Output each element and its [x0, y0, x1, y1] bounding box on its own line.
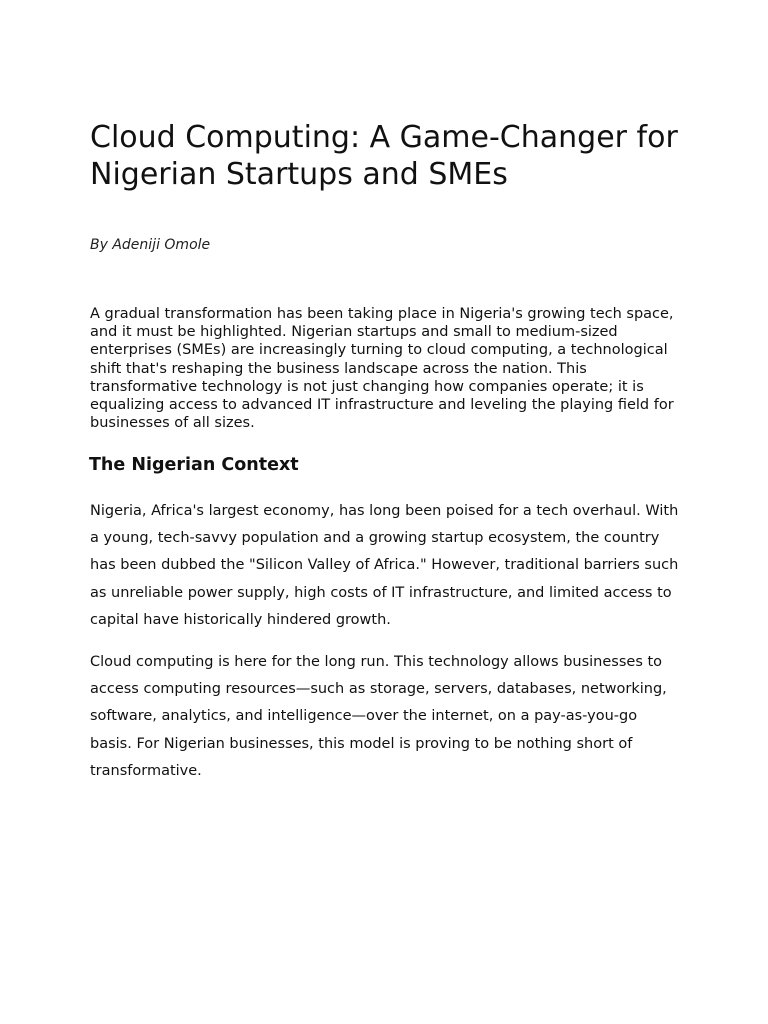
body-paragraph: Nigeria, Africa's largest economy, has long been poised for a tech overhaul. With a young, tech-savvy population and a growing startup ecosystem, the country has been dubbed the "Silicon Valley of Africa." However, traditional barriers such as unreliable power supply, high costs of IT infrastructure, and limited access to capital have historically hindered growth.: [90, 503, 679, 628]
intro-paragraph: A gradual transformation has been taking place in Nigeria's growing tech space, and it must be highlighted. Nigerian startups and small to medium-sized enterprises (SMEs) are increasingly turning to cloud computing, a technological shift that's reshaping the business landscape across the nation. This transformative technology is not just changing how companies operate; it is equalizing access to advanced IT infrastructure and leveling the playing field for businesses of all sizes.: [90, 306, 674, 432]
body-paragraph: Cloud computing is here for the long run. This technology allows businesses to access computing resources—such as storage, servers, databases, networking, software, analytics, and intelligence—over the internet, on a pay-as-you-go basis. For Nigerian businesses, this model is proving to be nothing short of transformative.: [90, 654, 667, 779]
article-byline: By Adeniji Omole: [90, 237, 211, 253]
section-heading-nigerian-context: The Nigerian Context: [89, 455, 299, 475]
article-title: Cloud Computing: A Game-Changer for Nigerian Startups and SMEs: [90, 120, 678, 192]
